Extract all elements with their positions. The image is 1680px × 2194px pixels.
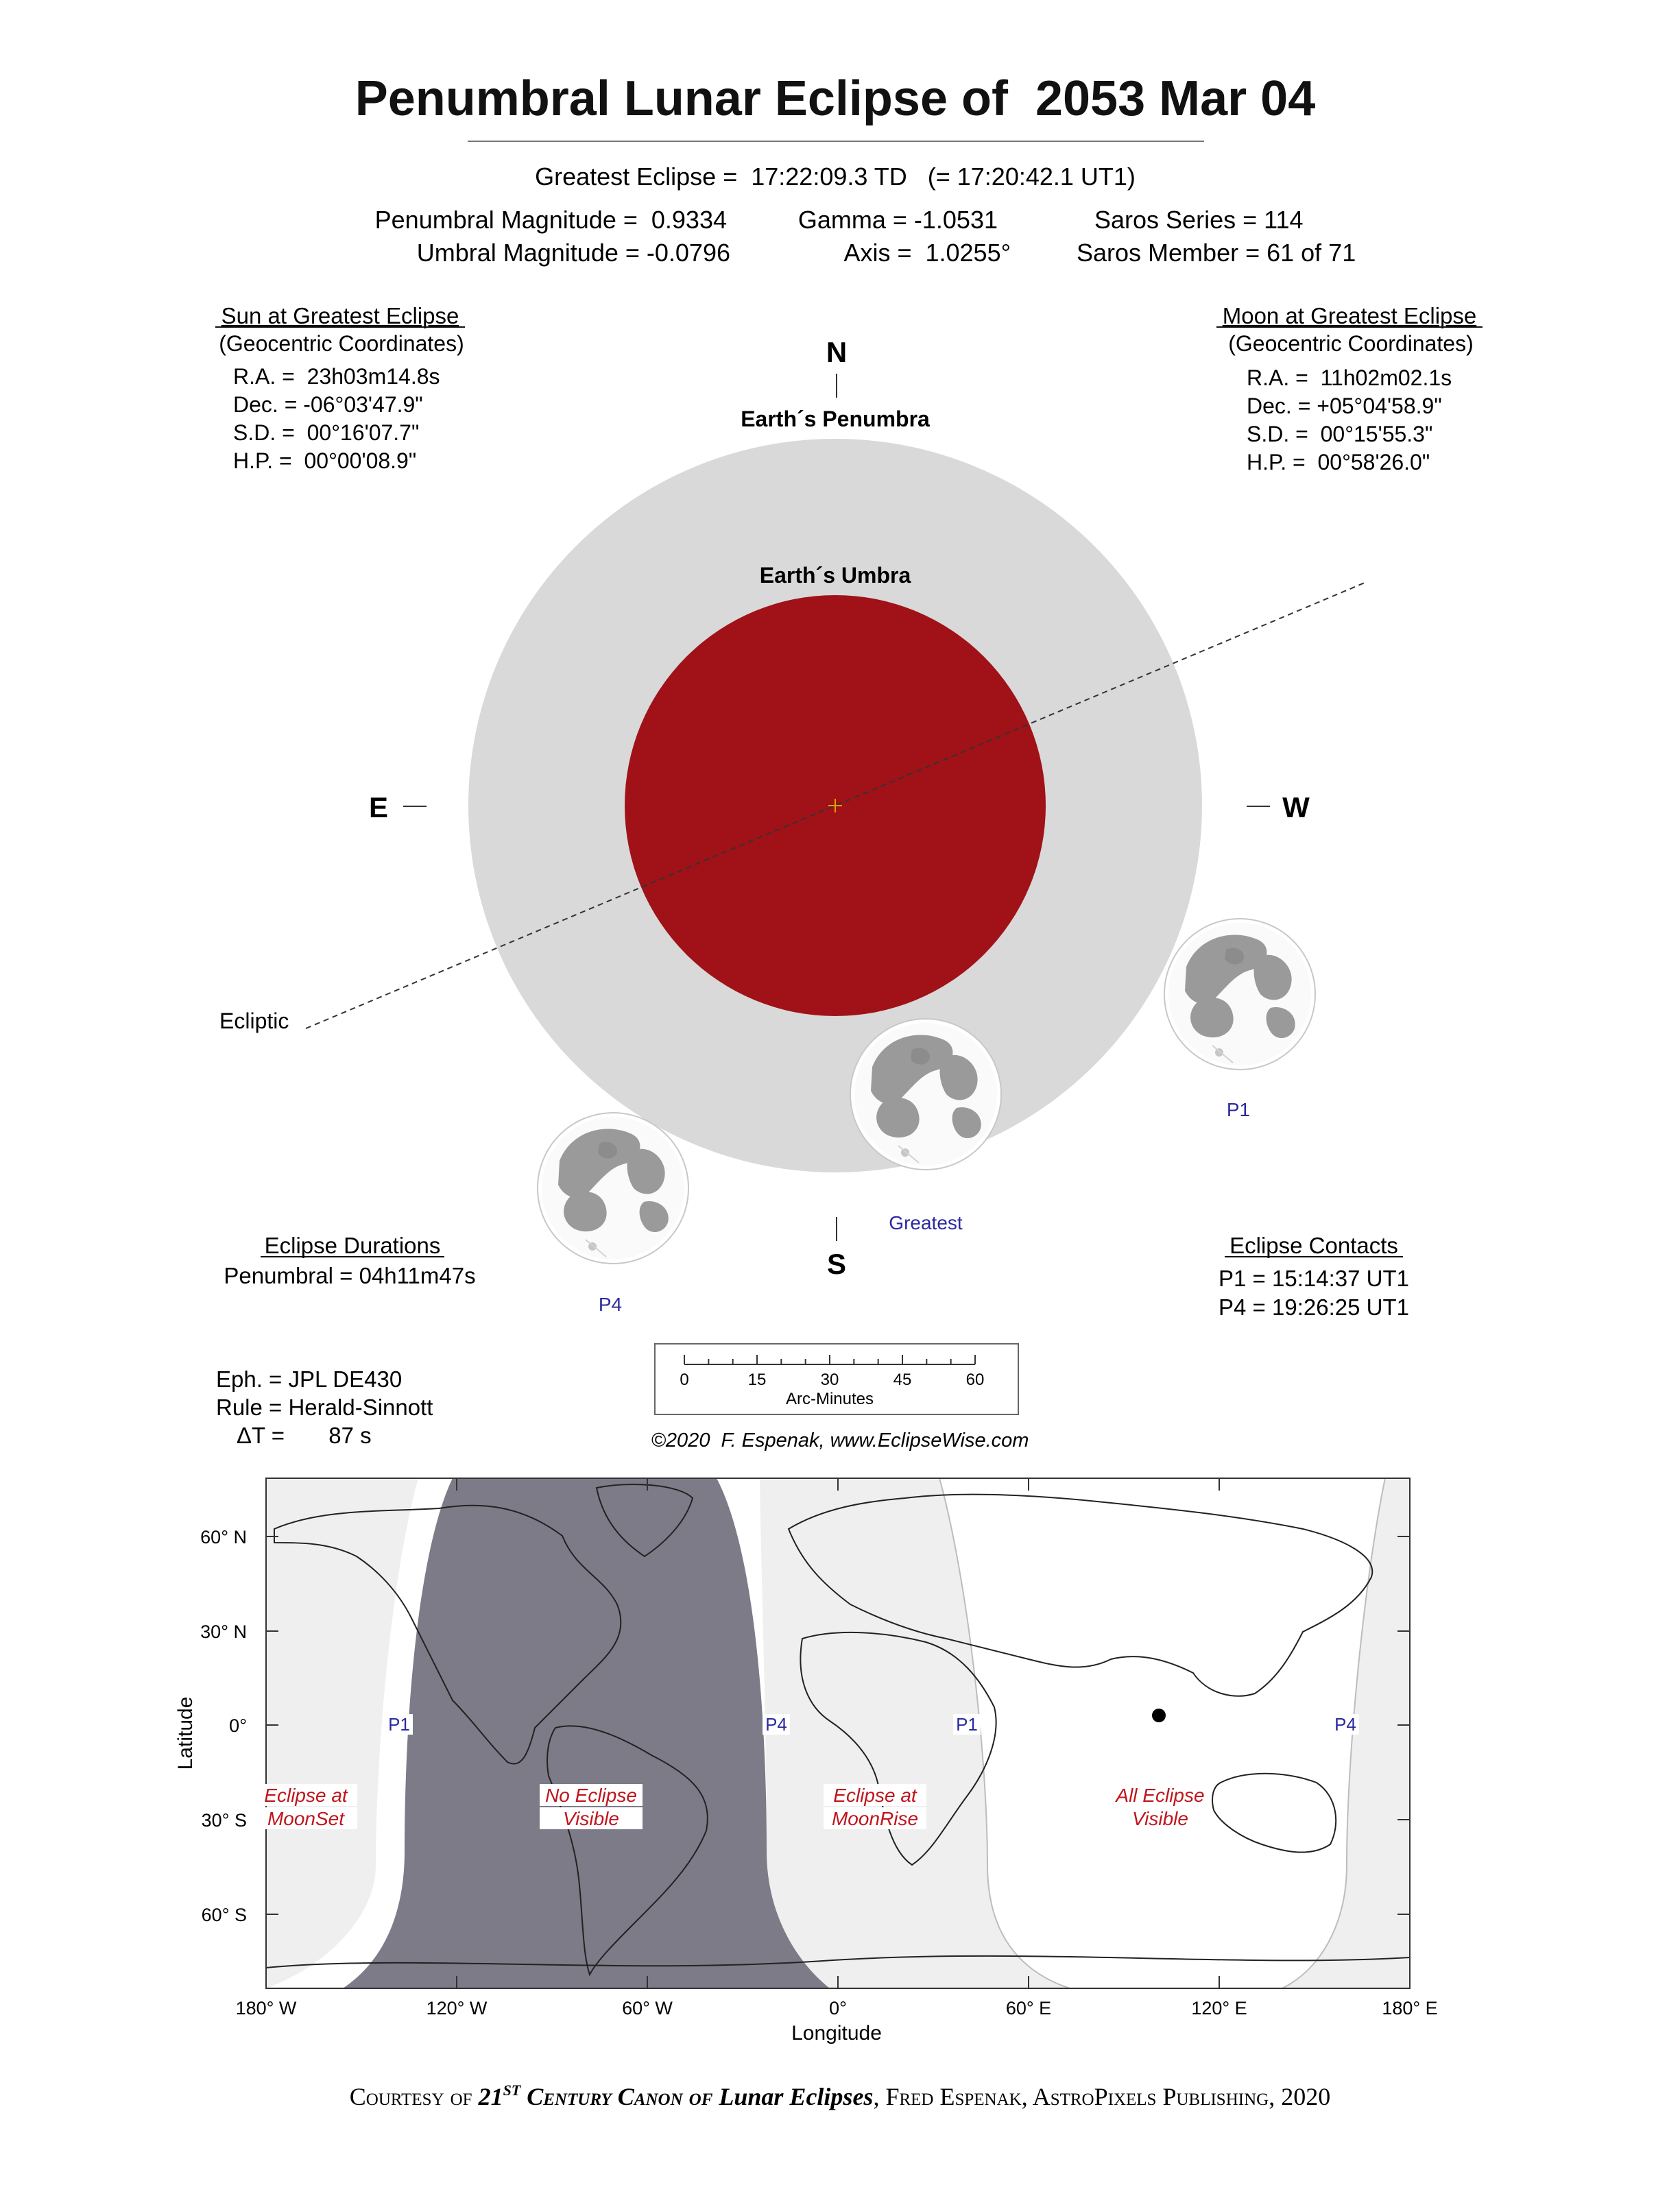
copyright: ©2020 F. Espenak, www.EclipseWise.com — [651, 1430, 1029, 1451]
contact-p4: P4 = 19:26:25 UT1 — [1219, 1294, 1409, 1320]
moon-p1-label: P1 — [1226, 1099, 1251, 1120]
sun-dec: Dec. = -06°03'47.9" — [233, 392, 423, 417]
sun-hp: H.P. = 00°00'08.9" — [233, 448, 417, 473]
lon-tick-label: 120° E — [1191, 1998, 1247, 2018]
sun-sd: S.D. = 00°16'07.7" — [233, 420, 420, 445]
moon-hp: H.P. = 00°58'26.0" — [1247, 450, 1430, 474]
delta-t: ΔT = 87 s — [237, 1423, 372, 1448]
scale-bar-tick-label: 30 — [820, 1371, 839, 1389]
umbra-label: Earth´s Umbra — [759, 563, 911, 588]
north-label: N — [826, 336, 848, 368]
visibility-map — [174, 1478, 1438, 2045]
ecliptic-label: Ecliptic — [219, 1009, 289, 1033]
saros-series: Saros Series = 114 — [1094, 206, 1304, 234]
lon-tick-label: 60° W — [622, 1998, 673, 2018]
rule: Rule = Herald-Sinnott — [216, 1395, 433, 1420]
moon-p1 — [1164, 919, 1315, 1070]
sun-subheading: (Geocentric Coordinates) — [219, 331, 464, 356]
zone-label-all-visible: Visible — [1132, 1808, 1188, 1829]
courtesy-line — [350, 2082, 1330, 2110]
shadow-diagram — [219, 336, 1365, 1315]
scale-bar-tick-label: 60 — [965, 1371, 985, 1389]
zone-label-no-eclipse: No Eclipse — [545, 1785, 637, 1806]
moon-p4 — [538, 1113, 688, 1264]
ephemeris: Eph. = JPL DE430 — [216, 1366, 403, 1392]
contact-marker-p1: P1 — [956, 1714, 978, 1735]
scale-bar-tick-label: 45 — [893, 1371, 912, 1389]
scale-bar-tick-label: 0 — [680, 1371, 689, 1389]
zone-label-moonset: MoonSet — [267, 1808, 345, 1829]
zone-label-moonset: Eclipse at — [264, 1785, 348, 1806]
sun-ra: R.A. = 23h03m14.8s — [233, 364, 440, 389]
moon-greatest-label: Greatest — [889, 1212, 963, 1233]
lon-tick-label: 180° W — [235, 1998, 297, 2018]
moon-dec: Dec. = +05°04'58.9" — [1247, 394, 1442, 418]
zone-label-all-visible: All Eclipse — [1116, 1785, 1205, 1806]
lon-tick-label: 0° — [829, 1998, 847, 2018]
east-label: E — [368, 791, 389, 823]
lat-tick-label: 0° — [229, 1715, 247, 1736]
penumbral-magnitude: Penumbral Magnitude = 0.9334 — [374, 206, 727, 234]
lat-tick-label: 30° N — [200, 1622, 247, 1642]
scale-bar — [655, 1344, 1018, 1414]
contact-marker-p1: P1 — [388, 1714, 410, 1735]
sun-heading: Sun at Greatest Eclipse — [221, 303, 459, 328]
greatest-eclipse-line: Greatest Eclipse = 17:22:09.3 TD (= 17:20:42.1 UT1) — [535, 162, 1136, 191]
moon-heading: Moon at Greatest Eclipse — [1222, 303, 1477, 328]
moon-greatest — [850, 1019, 1001, 1170]
courtesy-num: 21 — [478, 2083, 503, 2110]
courtesy-sup: st — [503, 2082, 521, 2099]
greatest-eclipse-point — [1152, 1709, 1166, 1722]
courtesy-prefix: Courtesy of — [349, 2083, 479, 2110]
contact-p1: P1 = 15:14:37 UT1 — [1219, 1266, 1409, 1291]
moon-p4-label: P4 — [598, 1294, 623, 1315]
durations-heading: Eclipse Durations — [264, 1233, 441, 1258]
contact-marker-p4: P4 — [1334, 1714, 1356, 1735]
lat-tick-label: 60° S — [201, 1905, 247, 1925]
longitude-axis-title: Longitude — [791, 2022, 882, 2045]
moon-subheading: (Geocentric Coordinates) — [1228, 331, 1474, 356]
lat-tick-label: 30° S — [201, 1810, 247, 1831]
page-title: Penumbral Lunar Eclipse of 2053 Mar 04 — [355, 71, 1316, 126]
contacts-heading: Eclipse Contacts — [1229, 1233, 1398, 1258]
latitude-axis-title: Latitude — [174, 1696, 197, 1770]
scale-bar-tick-label: 15 — [747, 1371, 767, 1389]
lon-tick-label: 60° E — [1005, 1998, 1052, 2018]
lon-tick-label: 180° E — [1382, 1998, 1438, 2018]
axis-value: Axis = 1.0255° — [843, 239, 1011, 267]
moon-sd: S.D. = 00°15'55.3" — [1247, 422, 1433, 446]
contact-marker-p4: P4 — [765, 1714, 787, 1735]
courtesy-lunar: Lunar Eclipses — [719, 2083, 874, 2110]
lon-tick-label: 120° W — [426, 1998, 488, 2018]
penumbral-duration: Penumbral = 04h11m47s — [224, 1263, 476, 1288]
west-label: W — [1282, 791, 1310, 823]
umbral-magnitude: Umbral Magnitude = -0.0796 — [416, 239, 730, 267]
south-label: S — [826, 1248, 847, 1280]
zone-label-moonrise: MoonRise — [831, 1808, 919, 1829]
gamma-value: Gamma = -1.0531 — [797, 206, 998, 234]
courtesy-suffix: , Fred Espenak, AstroPixels Publishing, 2020 — [873, 2083, 1331, 2110]
zone-label-moonrise: Eclipse at — [833, 1785, 917, 1806]
penumbra-label: Earth´s Penumbra — [741, 407, 930, 431]
scale-bar-label: Arc-Minutes — [785, 1390, 874, 1408]
lat-tick-label: 60° N — [200, 1527, 247, 1547]
courtesy-century: Century Canon of — [520, 2083, 719, 2110]
zone-label-no-eclipse: Visible — [563, 1808, 619, 1829]
moon-ra: R.A. = 11h02m02.1s — [1247, 365, 1452, 390]
saros-member: Saros Member = 61 of 71 — [1077, 239, 1356, 267]
